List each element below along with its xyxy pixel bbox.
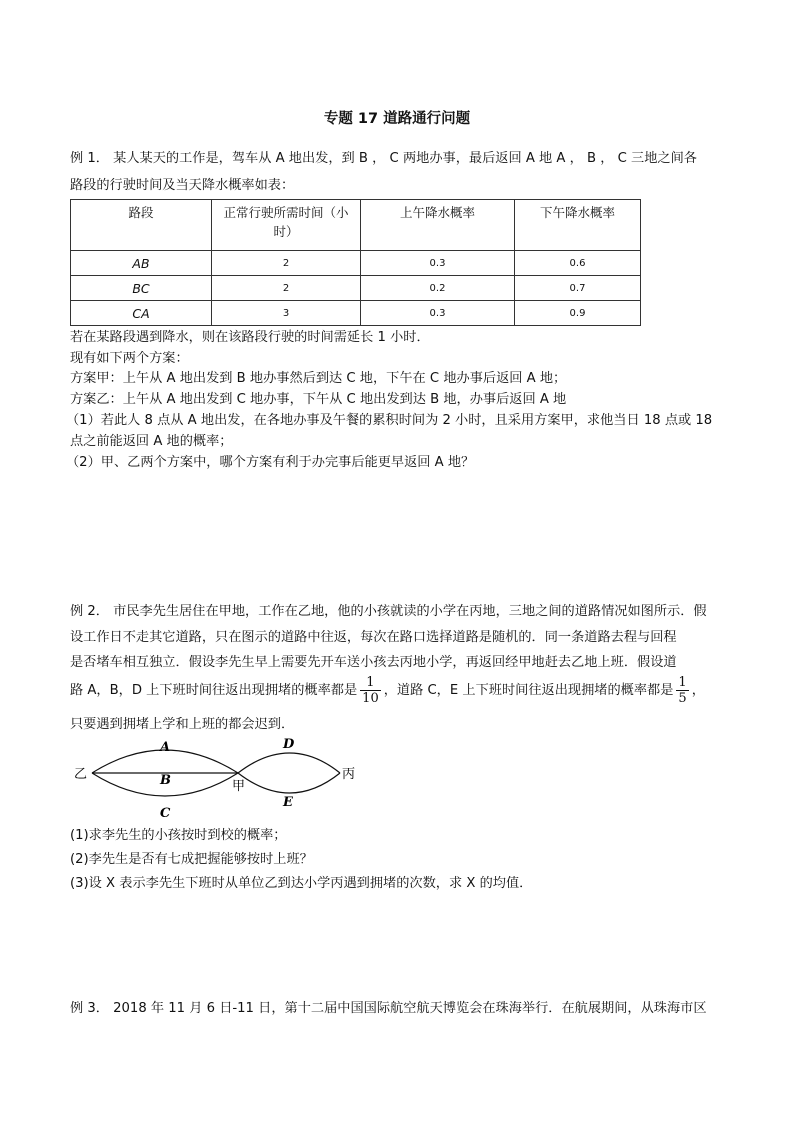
ex1-q1-line1: （1）若此人 8 点从 A 地出发，在各地办事及午餐的累积时间为 2 小时，且采用方案甲，求他当日 18 点或 18 (66, 413, 713, 428)
ex2-q1: (1)求李先生的小孩按时到校的概率； (70, 828, 287, 843)
table-row (71, 276, 641, 301)
cell-time: 2 (212, 276, 361, 301)
ex2-q3: (3)设 X 表示李先生下班时从单位乙到达小学丙遇到拥堵的次数，求 X 的均值． (70, 876, 533, 891)
cell-pm: 0.6 (515, 251, 641, 276)
ex2-line4-part1: 路 A，B，D 上下班时间往返出现拥堵的概率都是 (70, 683, 358, 698)
ex2-line4 (70, 674, 705, 708)
ex1-plan-a: 方案甲：上午从 A 地出发到 B 地办事然后到达 C 地，下午在 C 地办事后返回 A 地； (70, 371, 567, 386)
cell-seg: CA (71, 301, 212, 326)
road-d (238, 753, 340, 773)
cell-time: 3 (212, 301, 361, 326)
label-a: A (160, 740, 171, 755)
cell-am: 0.2 (361, 276, 515, 301)
ex2-line5: 只要遇到拥堵上学和上班的都会迟到． (70, 717, 295, 732)
ex2-line1: 例 2． 市民李先生居住在甲地，工作在乙地，他的小孩就读的小学在丙地，三地之间的道路情况如图所示．假 (70, 604, 707, 619)
header-time: 正常行驶所需时间（小时） (212, 200, 361, 251)
ex1-q1-line2: 点之前能返回 A 地的概率； (70, 434, 233, 449)
cell-am: 0.3 (361, 251, 515, 276)
table-row (71, 251, 641, 276)
header-pm: 下午降水概率 (515, 200, 641, 251)
fraction-numerator: 1 (360, 675, 381, 691)
table-row (71, 301, 641, 326)
ex1-q2: （2）甲、乙两个方案中，哪个方案有利于办完事后能更早返回 A 地？ (66, 455, 475, 470)
ex2-line2: 设工作日不走其它道路，只在图示的道路中往返，每次在路口选择道路是随机的．同一条道路去程与回程 (70, 630, 677, 645)
label-bing: 丙 (342, 767, 356, 782)
cell-time: 2 (212, 251, 361, 276)
road-diagram (70, 735, 370, 825)
ex1-line2: 路段的行驶时间及当天降水概率如表： (70, 178, 295, 193)
cell-pm: 0.9 (515, 301, 641, 326)
fraction-one-tenth (360, 675, 381, 706)
fraction-one-fifth (676, 675, 688, 706)
ex1-after2: 现有如下两个方案： (70, 351, 189, 366)
cell-seg: BC (71, 276, 212, 301)
label-b: B (160, 773, 171, 788)
ex1-after1: 若在某路段遇到降水，则在该路段行驶的时间需延长 1 小时． (70, 330, 430, 345)
header-segment: 路段 (71, 200, 212, 251)
ex2-line3: 是否堵车相互独立．假设李先生早上需要先开车送小孩去丙地小学，再返回经甲地赶去乙地上班．假设道 (70, 655, 677, 670)
ex3-line1: 例 3． 2018 年 11 月 6 日-11 日，第十二届中国国际航空航天博览会在珠海举行．在航展期间，从珠海市区 (70, 1001, 707, 1016)
header-am: 上午降水概率 (361, 200, 515, 251)
cell-seg: AB (71, 251, 212, 276)
label-yi: 乙 (74, 767, 88, 782)
label-e: E (283, 795, 293, 810)
cell-pm: 0.7 (515, 276, 641, 301)
ex2-line4-part2: ，道路 C，E 上下班时间往返出现拥堵的概率都是 (383, 683, 674, 698)
travel-table (70, 199, 641, 326)
label-d: D (283, 737, 295, 752)
ex2-line4-part3: ， (691, 683, 705, 698)
fraction-denominator: 10 (362, 690, 379, 706)
cell-am: 0.3 (361, 301, 515, 326)
page-title: 专题 17 道路通行问题 (323, 111, 471, 127)
label-c: C (160, 806, 171, 821)
fraction-numerator: 1 (678, 674, 687, 690)
fraction-denominator: 5 (678, 690, 687, 706)
road-e (238, 773, 340, 793)
ex1-line1: 例 1． 某人某天的工作是，驾车从 A 地出发，到 B ， C 两地办事，最后返回 A 地 A ， B ， C 三地之间各 (70, 151, 697, 166)
ex2-q2: (2)李先生是否有七成把握能够按时上班？ (70, 852, 313, 867)
ex1-plan-b: 方案乙：上午从 A 地出发到 C 地办事，下午从 C 地出发到达 B 地，办事后返回 A 地 (70, 392, 567, 407)
table-header-row (71, 200, 641, 251)
label-jia: 甲 (232, 779, 246, 794)
